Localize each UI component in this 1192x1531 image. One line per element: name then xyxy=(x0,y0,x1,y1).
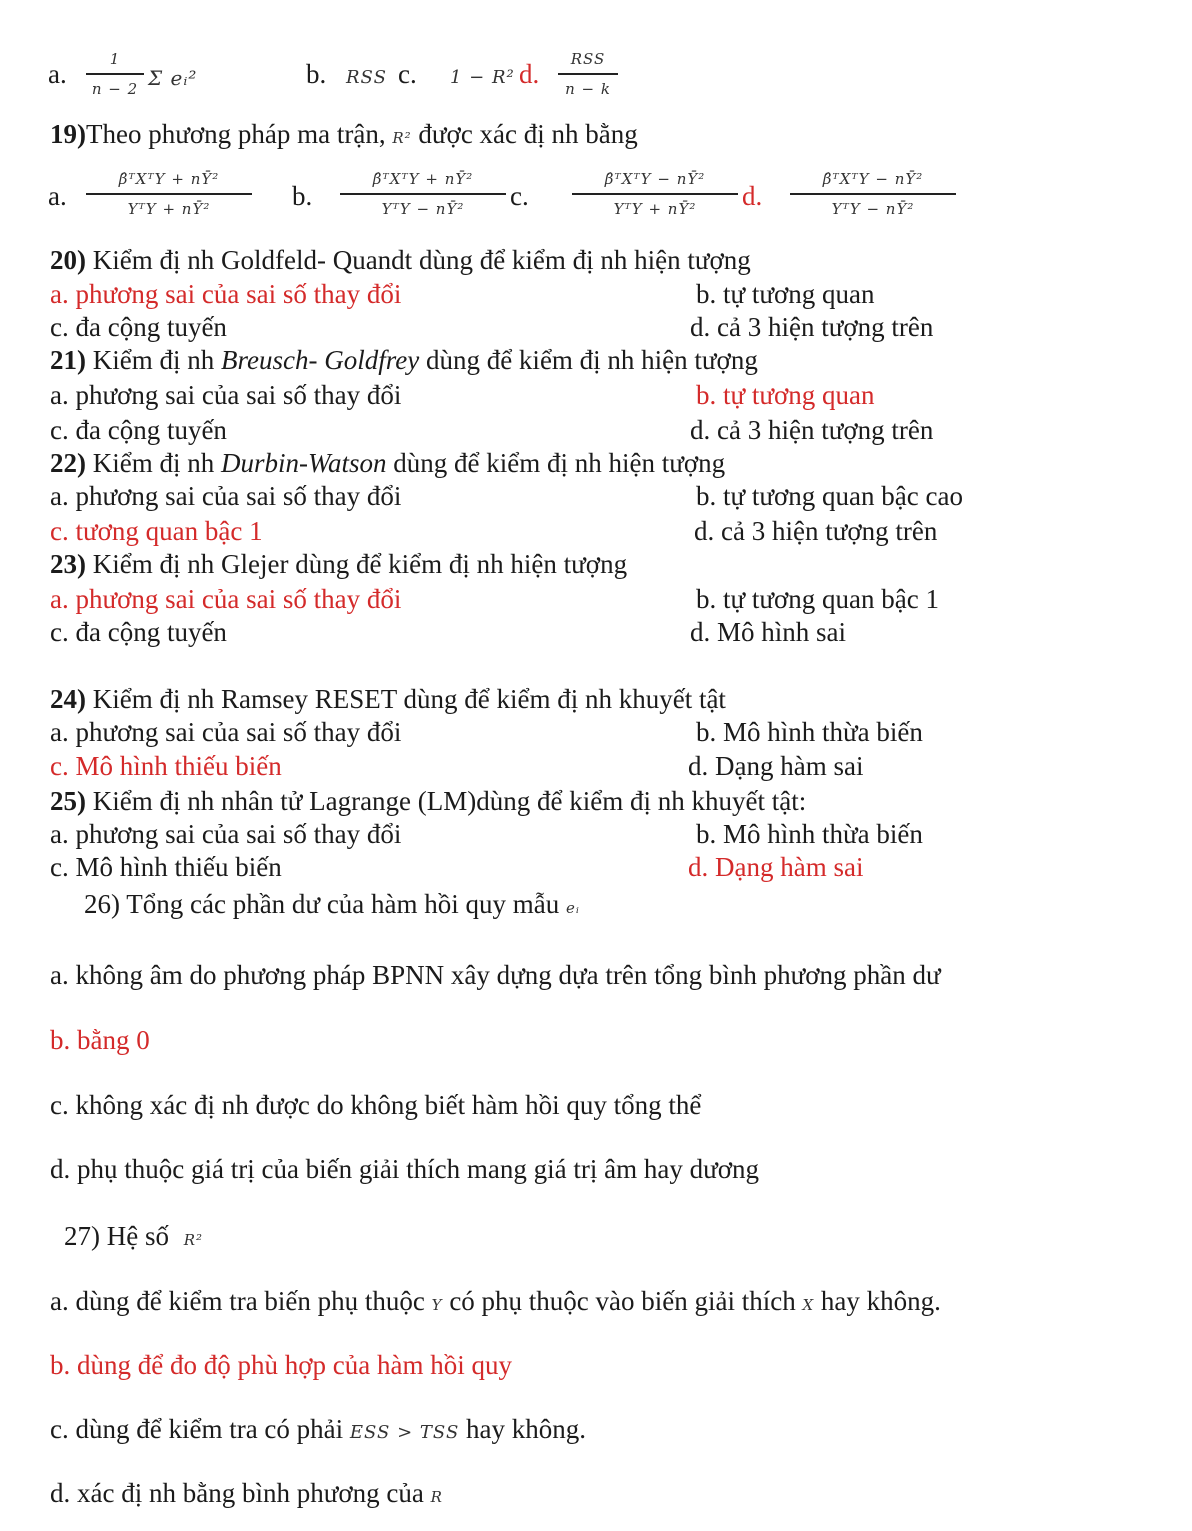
q27-option-a xyxy=(50,1285,941,1321)
q25-stem xyxy=(50,785,806,817)
q19-c-denominator: YᵀY + nȲ² xyxy=(613,199,697,218)
q18-option-b-label: b. xyxy=(306,59,327,89)
fraction-bar xyxy=(86,193,252,195)
q19-option-d-label: d. xyxy=(742,181,763,211)
q24-option-d: d. Dạng hàm sai xyxy=(688,751,864,781)
q20-text: Kiểm đị nh Goldfeld- Quandt dùng để kiểm đị nh hiện tượng xyxy=(86,245,751,275)
q22-option-a: a. phương sai của sai số thay đổi xyxy=(50,481,402,511)
q24-option-a: a. phương sai của sai số thay đổi xyxy=(50,717,402,747)
q18-option-c-expr: 1 − R² xyxy=(450,67,515,88)
q27-symbol: R² xyxy=(183,1231,204,1249)
q19-option-b-label: b. xyxy=(292,181,313,211)
fraction-bar xyxy=(340,193,506,195)
q22-number: 22) xyxy=(50,448,86,478)
q25-option-d: d. Dạng hàm sai xyxy=(688,852,864,882)
q26-stem xyxy=(84,888,580,924)
q21-option-b: b. tự tương quan xyxy=(696,380,875,410)
q19-text: Theo phương pháp ma trận, xyxy=(86,119,393,149)
q27-a-mid: có phụ thuộc vào biến giải thích xyxy=(442,1286,803,1316)
q19-d-numerator: β̂ᵀXᵀY − nȲ² xyxy=(822,170,924,188)
q27-text: 27) Hệ số xyxy=(64,1221,176,1251)
q20-option-a: a. phương sai của sai số thay đổi xyxy=(50,279,402,309)
q27-a-x: X xyxy=(802,1296,815,1314)
q22-option-d: d. cả 3 hiện tượng trên xyxy=(694,516,938,546)
q19-text2: được xác đị nh bằng xyxy=(411,119,638,149)
q27-option-c xyxy=(50,1413,586,1449)
q18-a-numerator: 1 xyxy=(109,50,121,68)
q19-option-a-label: a. xyxy=(48,181,67,211)
q23-number: 23) xyxy=(50,549,86,579)
q23-option-c: c. đa cộng tuyến xyxy=(50,617,227,647)
q23-stem xyxy=(50,548,627,580)
q19-stem xyxy=(50,118,638,154)
q25-number: 25) xyxy=(50,786,86,816)
q21-pre: Kiểm đị nh xyxy=(86,345,221,375)
q18-option-b-expr: RSS xyxy=(346,67,387,88)
q24-option-c: c. Mô hình thiếu biến xyxy=(50,751,282,781)
q27-option-b: b. dùng để đo độ phù hợp của hàm hồi quy xyxy=(50,1350,512,1380)
q19-d-denominator: YᵀY − nȲ² xyxy=(831,199,915,218)
q27-c-pre: c. dùng để kiểm tra có phải xyxy=(50,1414,350,1444)
q27-option-d xyxy=(50,1477,443,1513)
q27-a-y: Y xyxy=(431,1296,443,1314)
q27-a-post: hay không. xyxy=(814,1286,941,1316)
q21-option-d: d. cả 3 hiện tượng trên xyxy=(690,415,934,445)
q18-a-sum: Σ eᵢ² xyxy=(148,66,198,90)
q22-stem xyxy=(50,447,725,479)
q23-option-b: b. tự tương quan bậc 1 xyxy=(696,584,939,614)
q25-option-a: a. phương sai của sai số thay đổi xyxy=(50,819,402,849)
q20-option-d: d. cả 3 hiện tượng trên xyxy=(690,312,934,342)
q23-text: Kiểm đị nh Glejer dùng để kiểm đị nh hiện tượng xyxy=(86,549,628,579)
q22-option-b: b. tự tương quan bậc cao xyxy=(696,481,963,511)
q26-option-c: c. không xác đị nh được do không biết hàm hồi quy tổng thể xyxy=(50,1090,702,1120)
q24-option-b: b. Mô hình thừa biến xyxy=(696,717,923,747)
q20-stem xyxy=(50,244,751,276)
q18-option-c-label: c. xyxy=(398,59,417,89)
q19-option-b-fraction xyxy=(340,168,506,220)
q21-post: dùng để kiểm đị nh hiện tượng xyxy=(419,345,758,375)
q27-c-expr: ESS > TSS xyxy=(349,1422,460,1443)
q27-c-post: hay không. xyxy=(459,1414,587,1444)
q23-option-a: a. phương sai của sai số thay đổi xyxy=(50,584,402,614)
q26-option-b: b. bằng 0 xyxy=(50,1025,150,1055)
q19-number: 19) xyxy=(50,119,86,149)
q21-number: 21) xyxy=(50,345,86,375)
q25-option-c: c. Mô hình thiếu biến xyxy=(50,852,282,882)
q24-number: 24) xyxy=(50,684,86,714)
fraction-bar xyxy=(790,193,956,195)
q19-c-numerator: β̂ᵀXᵀY − nȲ² xyxy=(604,170,706,188)
q21-stem xyxy=(50,344,758,376)
q27-d-pre: d. xác đị nh bằng bình phương của xyxy=(50,1478,431,1508)
q19-option-c-fraction xyxy=(572,168,738,220)
q20-number: 20) xyxy=(50,245,86,275)
q18-option-d-label: d. xyxy=(519,59,540,89)
q19-b-numerator: β̂ᵀXᵀY + nȲ² xyxy=(372,170,474,188)
q22-test-name: Durbin-Watson xyxy=(221,448,387,478)
q21-option-c: c. đa cộng tuyến xyxy=(50,415,227,445)
q19-option-a-fraction xyxy=(86,168,252,220)
q26-text: 26) Tổng các phần dư của hàm hồi quy mẫu xyxy=(84,889,567,919)
q24-text: Kiểm đị nh Ramsey RESET dùng để kiểm đị nh khuyết tật xyxy=(86,684,726,714)
q20-option-b: b. tự tương quan xyxy=(696,279,875,309)
q22-post: dùng để kiểm đị nh hiện tượng xyxy=(386,448,726,478)
q18-d-numerator: RSS xyxy=(570,50,606,68)
q23-option-d: d. Mô hình sai xyxy=(690,617,847,647)
q19-a-denominator: YᵀY + nȲ² xyxy=(127,199,211,218)
q27-a-pre: a. dùng để kiểm tra biến phụ thuộc xyxy=(50,1286,432,1316)
q25-text: Kiểm đị nh nhân tử Lagrange (LM)dùng để kiểm đị nh khuyết tật: xyxy=(86,786,807,816)
q21-test-name: Breusch- Goldfrey xyxy=(221,345,420,375)
q26-option-d: d. phụ thuộc giá trị của biến giải thích mang giá trị âm hay dương xyxy=(50,1154,759,1184)
q18-option-a-label: a. xyxy=(48,59,67,89)
q19-option-c-label: c. xyxy=(510,181,529,211)
q24-stem xyxy=(50,683,726,715)
q22-option-c: c. tương quan bậc 1 xyxy=(50,516,263,546)
q27-d-symbol: R xyxy=(430,1488,443,1506)
q22-pre: Kiểm đị nh xyxy=(86,448,221,478)
q19-a-numerator: β̂ᵀXᵀY + nȲ² xyxy=(118,170,220,188)
q19-option-d-fraction xyxy=(790,168,956,220)
fraction-bar xyxy=(86,73,144,75)
q21-option-a: a. phương sai của sai số thay đổi xyxy=(50,380,402,410)
fraction-bar xyxy=(558,73,618,75)
q18-option-d-fraction xyxy=(558,48,618,100)
q19-r2: R² xyxy=(392,129,412,147)
q18-d-denominator: n − k xyxy=(565,79,611,98)
q20-option-c: c. đa cộng tuyến xyxy=(50,312,227,342)
q26-option-a: a. không âm do phương pháp BPNN xây dựng dựa trên tổng bình phương phần dư xyxy=(50,960,941,990)
q18-option-a-fraction xyxy=(86,48,144,100)
q19-b-denominator: YᵀY − nȲ² xyxy=(381,199,465,218)
q26-symbol: eᵢ xyxy=(566,899,580,917)
fraction-bar xyxy=(572,193,738,195)
q27-stem xyxy=(64,1220,203,1256)
q18-a-denominator: n − 2 xyxy=(91,79,139,98)
q25-option-b: b. Mô hình thừa biến xyxy=(696,819,923,849)
